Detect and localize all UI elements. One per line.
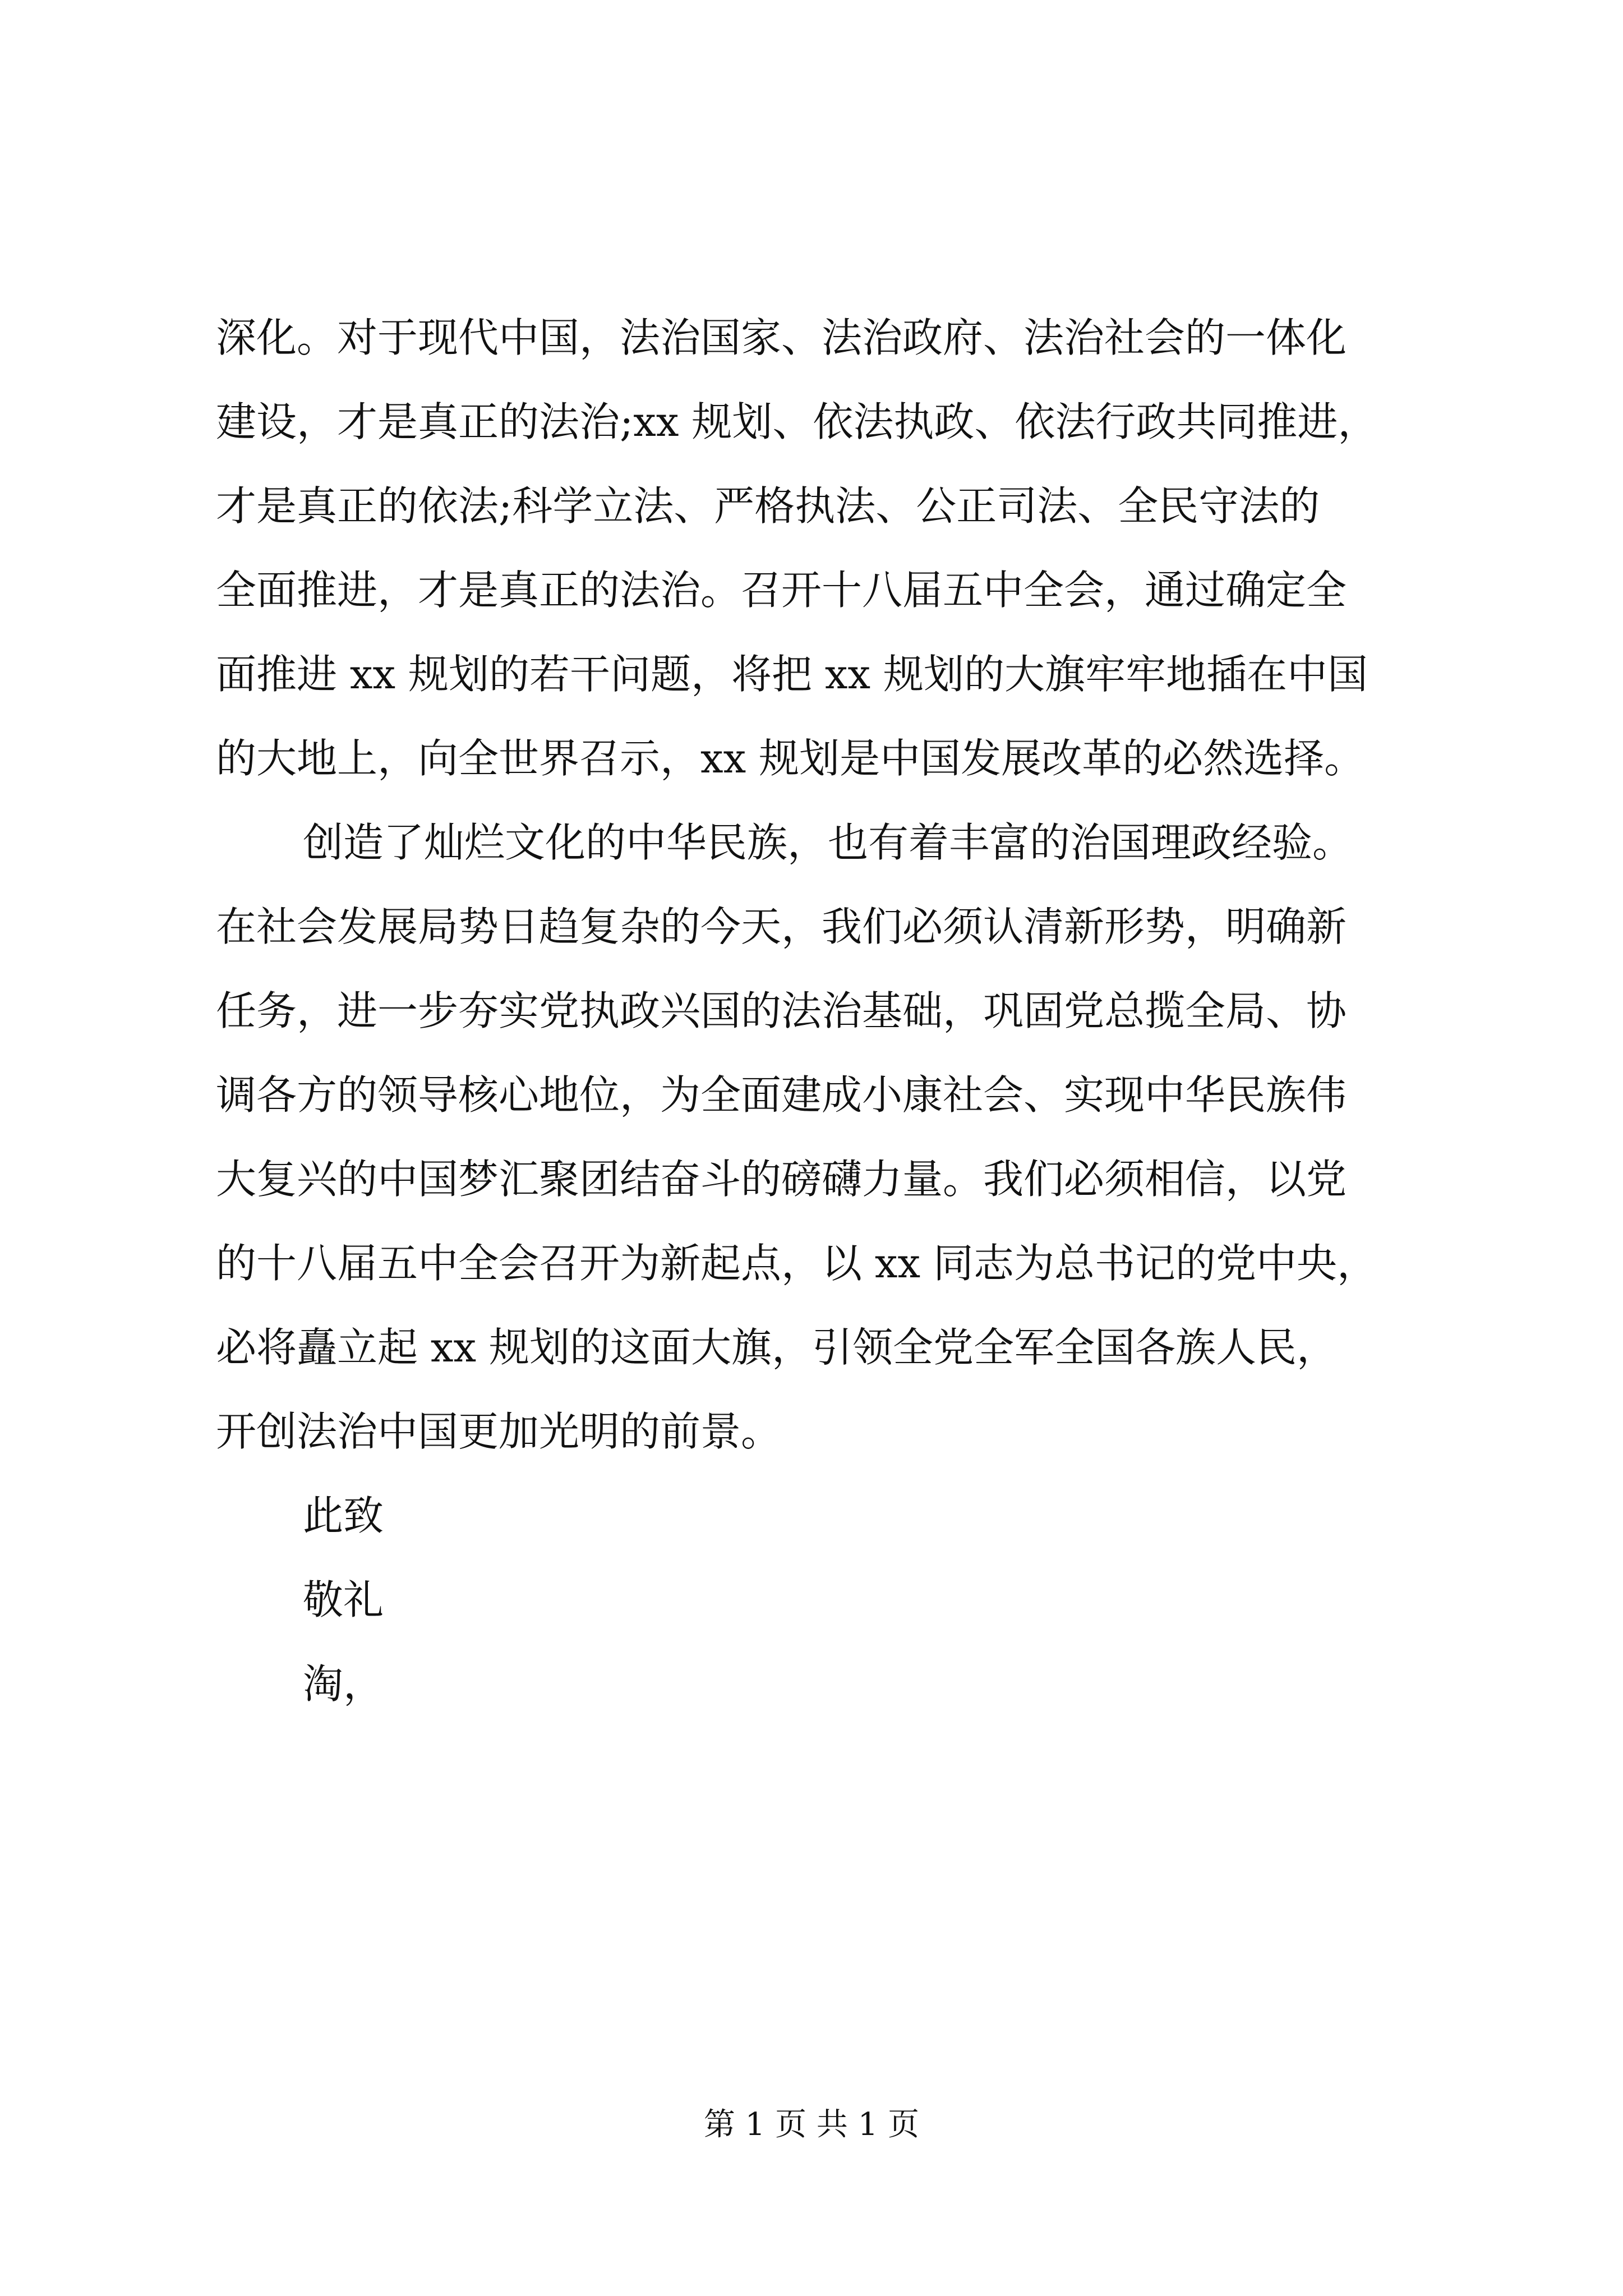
- page-number-footer: 第 1 页 共 1 页: [703, 2106, 920, 2143]
- paragraph-2-line-3: 任务，进一步夯实党执政兴国的法治基础，巩固党总揽全局、协: [216, 987, 1347, 1034]
- closing-salutation: 此致: [303, 1492, 384, 1539]
- paragraph-2-line-7: 必将矗立起 xx 规划的这面大旗，引领全党全军全国各族人民，: [216, 1324, 1337, 1371]
- paragraph-2-line-2: 在社会发展局势日趋复杂的今天，我们必须认清新形势，明确新: [216, 903, 1347, 950]
- paragraph-1-line-2: 建设，才是真正的法治;xx 规划、依法执政、依法行政共同推进，: [216, 398, 1378, 445]
- paragraph-1-line-5: 面推进 xx 规划的若干问题，将把 xx 规划的大旗牢牢地插在中国: [216, 651, 1368, 698]
- paragraph-1-line-4: 全面推进，才是真正的法治。召开十八届五中全会，通过确定全: [216, 567, 1347, 614]
- closing-regards: 敬礼: [303, 1576, 384, 1623]
- paragraph-1-line-1: 深化。对于现代中国，法治国家、法治政府、法治社会的一体化: [216, 314, 1347, 361]
- paragraph-1-line-6: 的大地上，向全世界召示，xx 规划是中国发展改革的必然选择。: [216, 735, 1365, 782]
- paragraph-2-line-6: 的十八届五中全会召开为新起点，以 xx 同志为总书记的党中央，: [216, 1240, 1377, 1287]
- paragraph-1-line-3: 才是真正的依法;科学立法、严格执法、公正司法、全民守法的: [216, 482, 1320, 530]
- paragraph-2-line-5: 大复兴的中国梦汇聚团结奋斗的磅礴力量。我们必须相信，以党: [216, 1156, 1347, 1203]
- closing-signature: 淘，: [303, 1660, 384, 1708]
- paragraph-2-line-4: 调各方的领导核心地位，为全面建成小康社会、实现中华民族伟: [216, 1071, 1347, 1119]
- paragraph-2-line-8: 开创法治中国更加光明的前景。: [216, 1408, 782, 1455]
- paragraph-2-line-1: 创造了灿烂文化的中华民族，也有着丰富的治国理政经验。: [303, 819, 1353, 866]
